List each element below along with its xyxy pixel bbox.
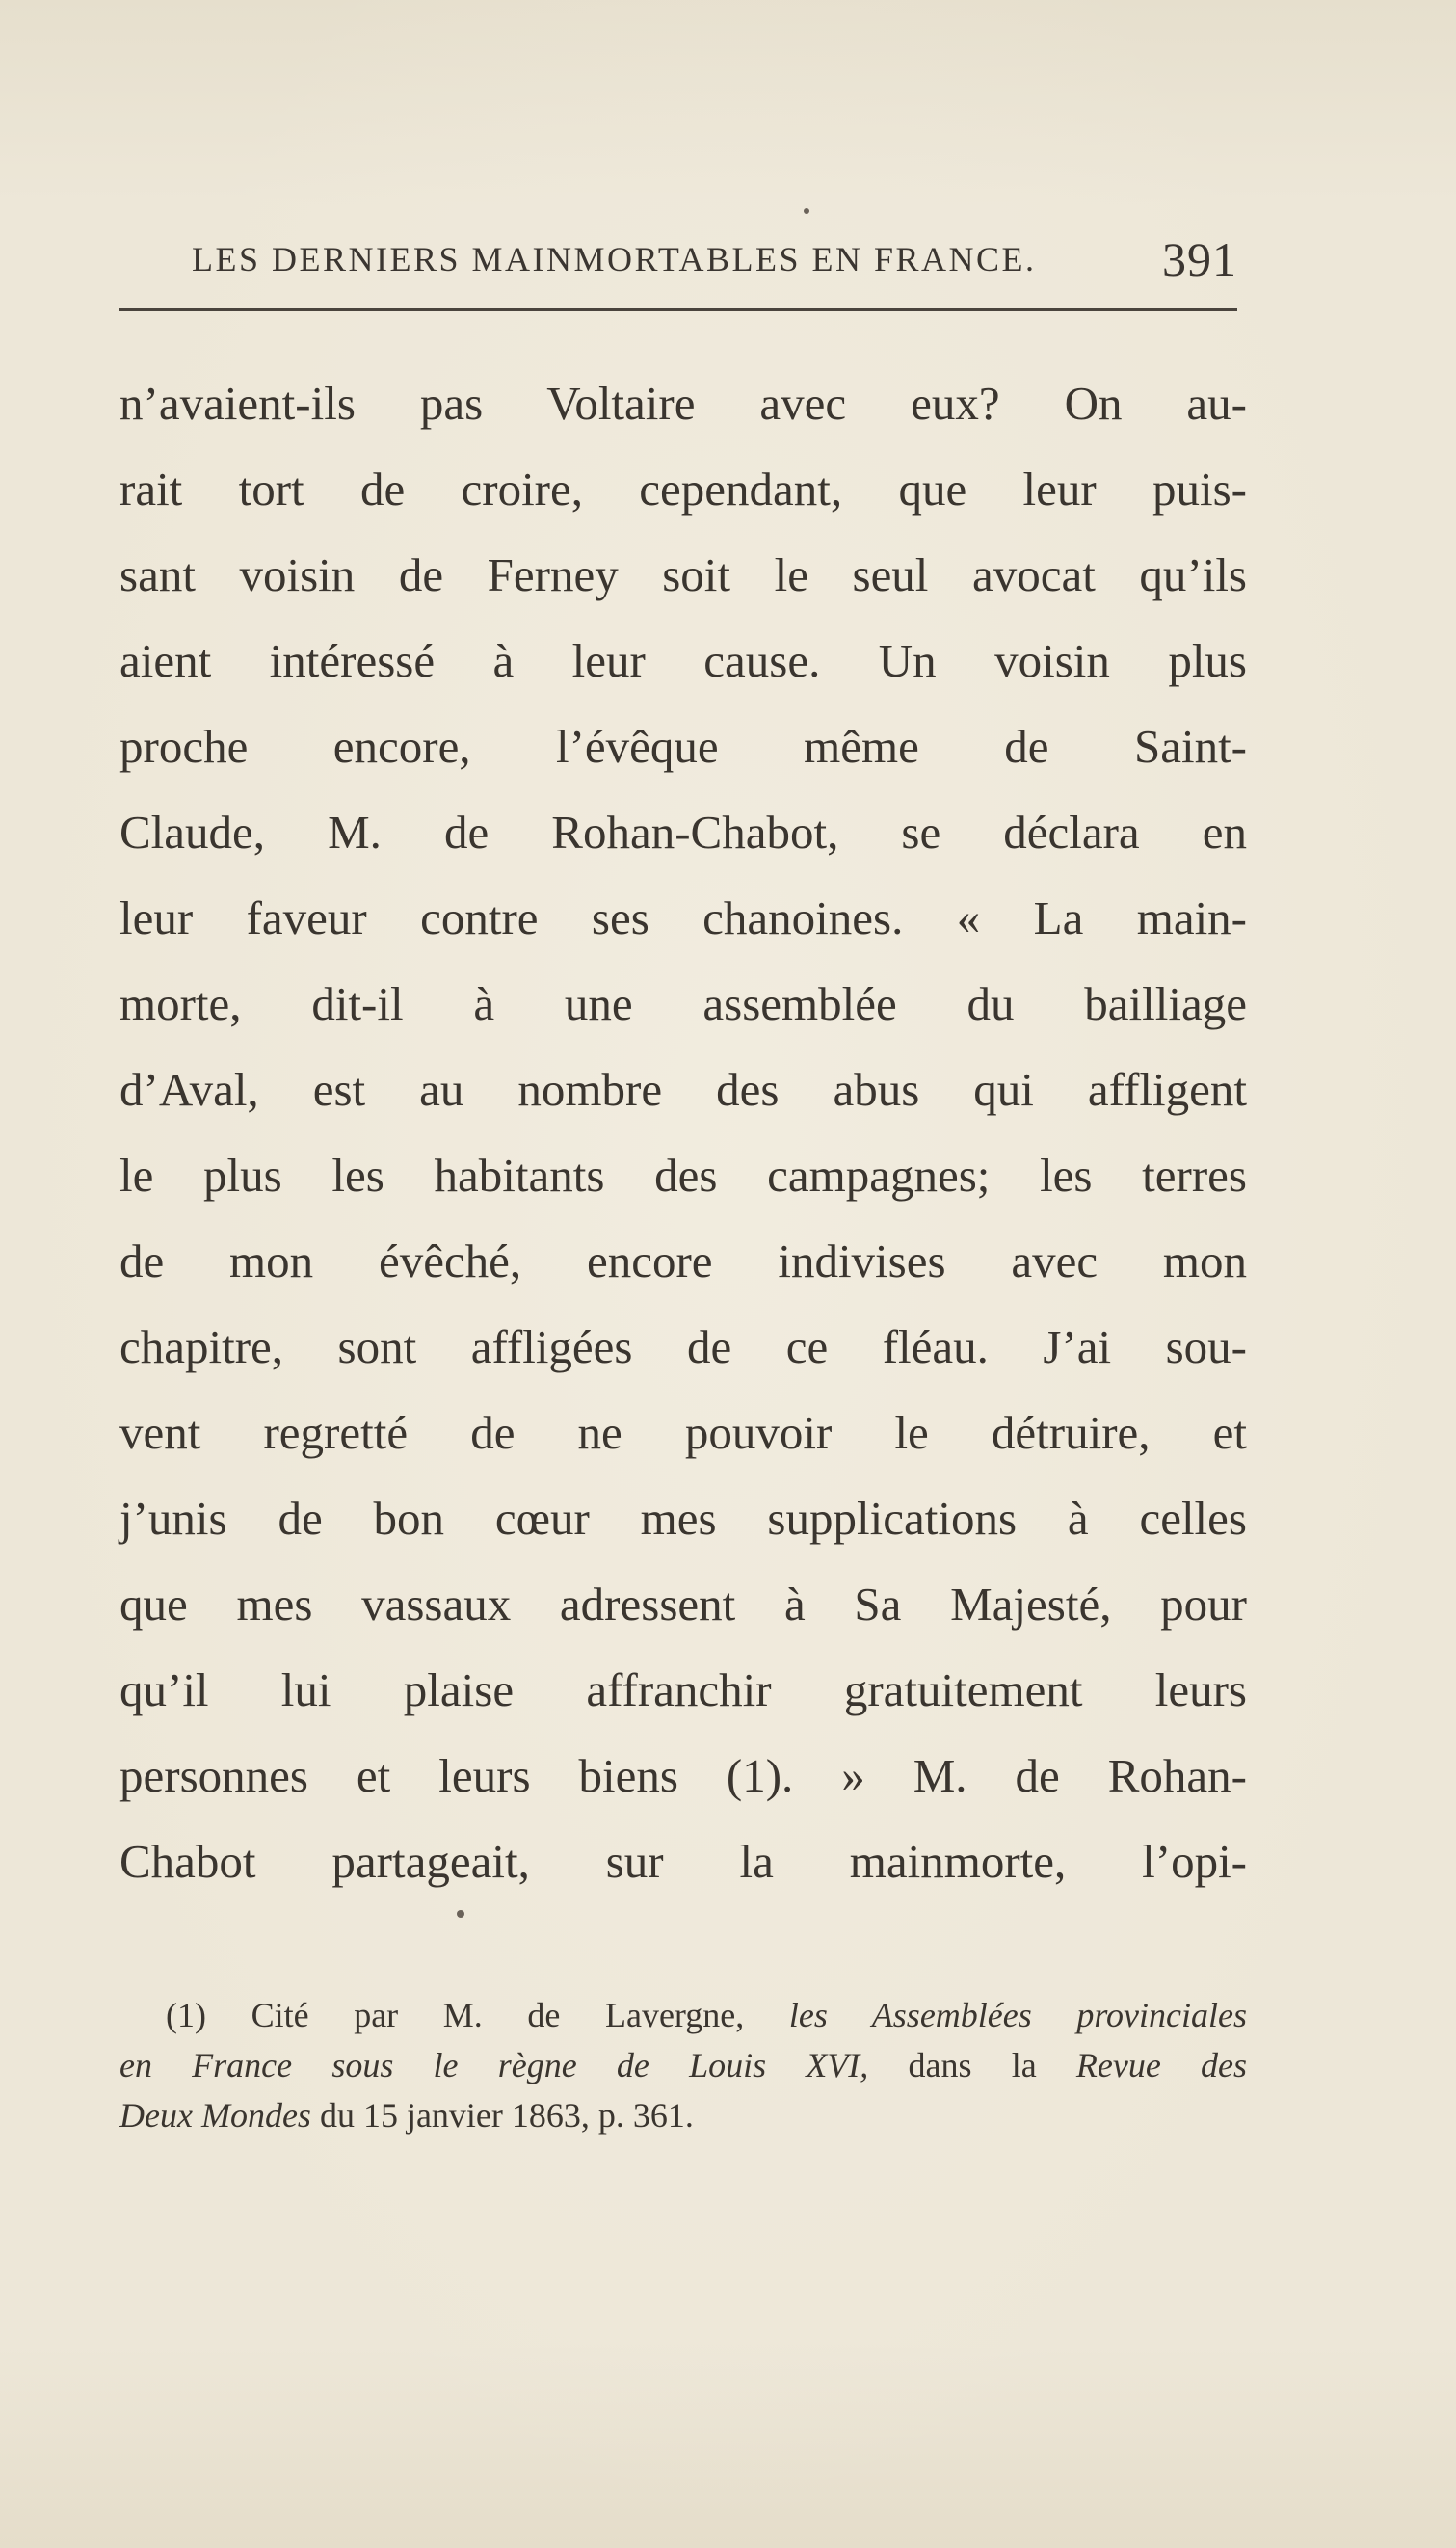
text-line: sant voisin de Ferney soit le seul avocat qu’ils	[119, 548, 1247, 601]
text-line: rait tort de croire, cependant, que leur puis-	[119, 463, 1247, 516]
text-line: d’Aval, est au nombre des abus qui affligent	[119, 1063, 1247, 1116]
header-rule	[119, 308, 1237, 311]
footnote-lead: Cité par M. de Lavergne,	[251, 1996, 745, 2034]
text-line: aient intéressé à leur cause. Un voisin plus	[119, 634, 1247, 687]
footnote-title-part2: en France sous le règne de Louis XVI,	[119, 2046, 869, 2084]
footnote-journal: Revue des	[1075, 2046, 1247, 2084]
footnote-tail: du 15 janvier 1863, p. 361.	[319, 2096, 694, 2135]
running-head	[119, 231, 1237, 289]
footnote-line	[119, 2090, 1247, 2140]
text-line: j’unis de bon cœur mes supplications à celles	[119, 1492, 1247, 1545]
text-line: Chabot partageait, sur la mainmorte, l’opi-	[119, 1835, 1247, 1888]
text-line: leur faveur contre ses chanoines. « La main-	[119, 891, 1247, 944]
text-line: le plus les habitants des campagnes; les terres	[119, 1149, 1247, 1202]
page-number: 391	[1162, 232, 1237, 286]
text-line: proche encore, l’évêque même de Saint-	[119, 720, 1247, 773]
footnote-title-part1: les Assemblées provinciales	[788, 1996, 1247, 2034]
footnote-line	[119, 2040, 1247, 2090]
ink-speck	[457, 1910, 464, 1918]
footnote-line	[119, 1990, 1247, 2040]
text-line: chapitre, sont affligées de ce fléau. J’ai sou-	[119, 1320, 1247, 1373]
text-line: personnes et leurs biens (1). » M. de Rohan-	[119, 1749, 1247, 1802]
footnote	[119, 1990, 1247, 2140]
footnote-mid: dans la	[908, 2046, 1037, 2084]
text-line: de mon évêché, encore indivises avec mon	[119, 1234, 1247, 1287]
text-line: qu’il lui plaise affranchir gratuitement leurs	[119, 1663, 1247, 1716]
body-text	[119, 360, 1247, 1904]
text-line: vent regretté de ne pouvoir le détruire, et	[119, 1406, 1247, 1459]
text-line: Claude, M. de Rohan-Chabot, se déclara en	[119, 806, 1247, 859]
running-title: LES DERNIERS MAINMORTABLES EN FRANCE.	[192, 240, 1037, 279]
text-line: que mes vassaux adressent à Sa Majesté, pour	[119, 1578, 1247, 1631]
text-line: morte, dit-il à une assemblée du bailliage	[119, 977, 1247, 1030]
text-line: n’avaient-ils pas Voltaire avec eux? On au-	[119, 377, 1247, 430]
footnote-marker: (1)	[166, 1996, 206, 2034]
footnote-journal-end: Deux Mondes	[119, 2096, 311, 2135]
ink-speck	[804, 208, 809, 214]
